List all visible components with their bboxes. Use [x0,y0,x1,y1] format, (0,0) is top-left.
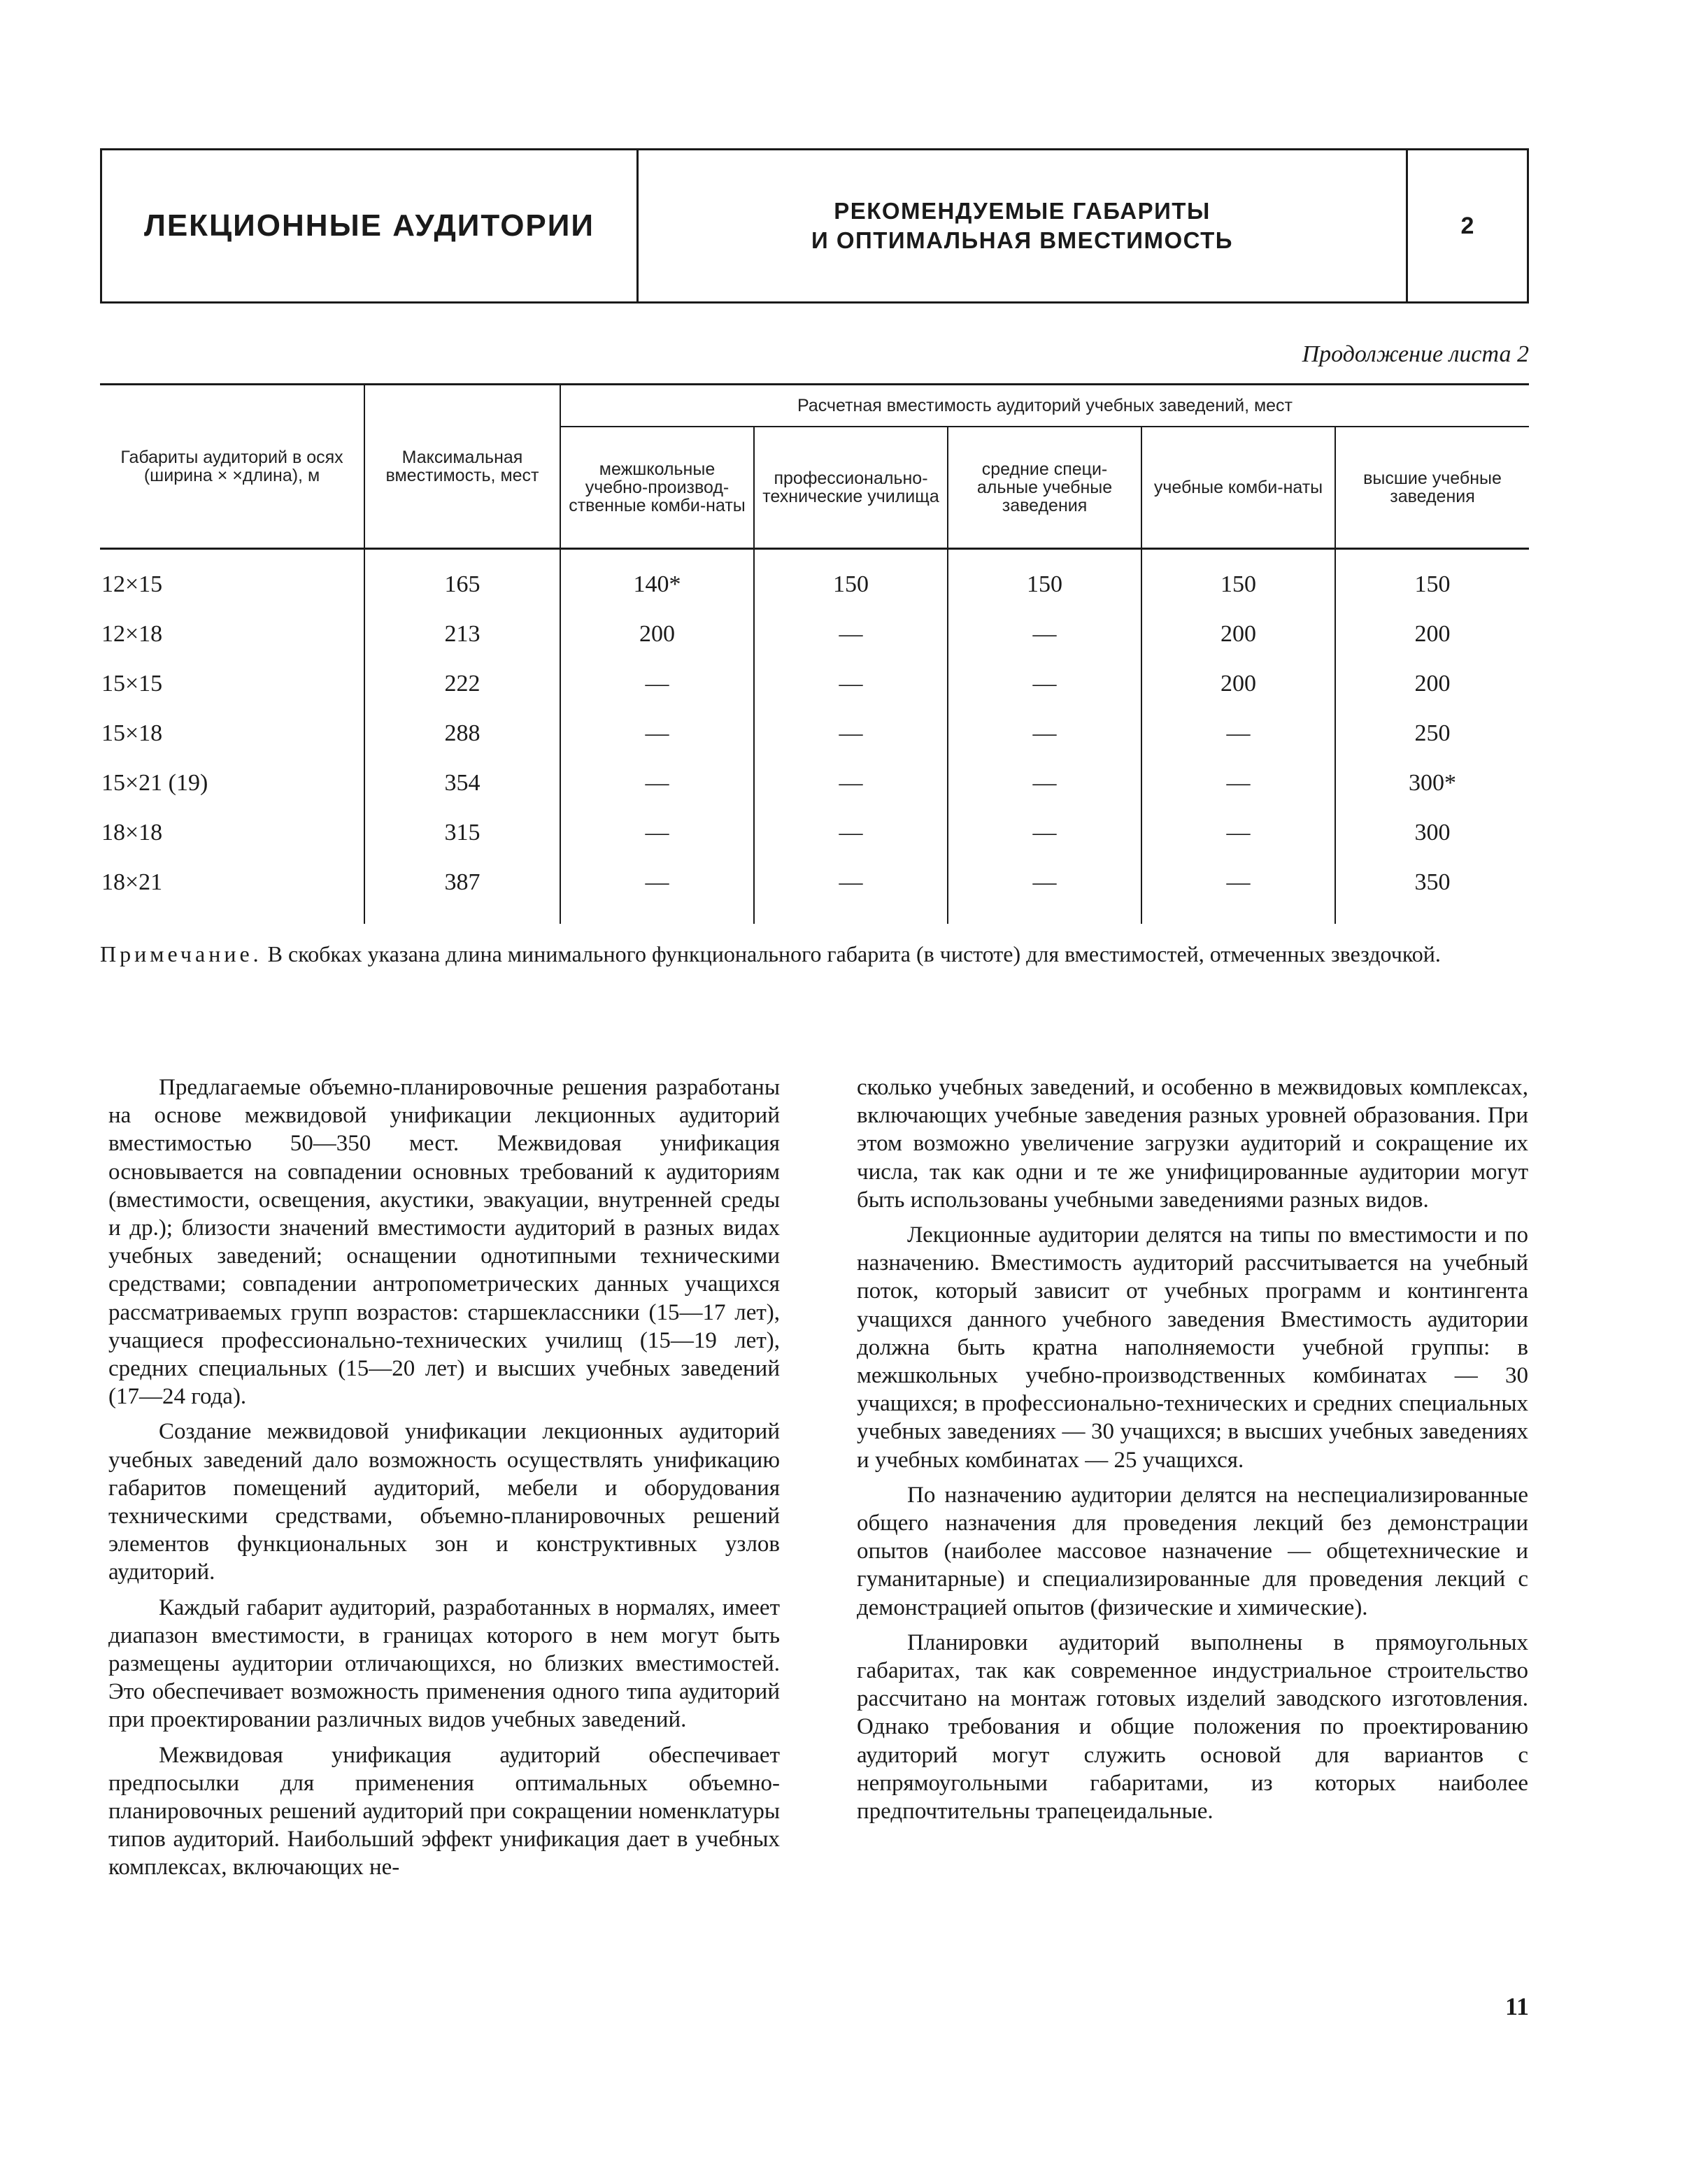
table-cell: — [1141,857,1335,924]
table-cell: 165 [364,549,560,610]
table-row [100,758,1529,808]
table-cell: 15×21 (19) [100,758,364,808]
table-cell: 150 [754,549,948,610]
continuation-label: Продолжение листа 2 [1302,341,1529,367]
table-cell: — [560,857,754,924]
table-cell: 300 [1414,819,1451,845]
table-cell: 15×18 [100,708,364,758]
col-header-sub: высшие учебные заведения [1335,427,1529,549]
capacity-table [100,383,1529,924]
header-subtitle-line2: И ОПТИМАЛЬНАЯ ВМЕСТИМОСТЬ [811,227,1234,253]
col-header-max-capacity: Максимальная вместимость, мест [364,385,560,549]
table-cell: 250 [1414,720,1451,746]
body-column-left [108,1073,780,2011]
table-row [100,609,1529,659]
table-row [100,549,1529,610]
table-cell: 222 [364,659,560,708]
table-cell: 18×21 [100,857,364,924]
table-cell: — [948,659,1141,708]
paragraph: По назначению аудитории делятся на неспециализированные общего назначения для проведения лекций без демонстрации опытов (наиболее массовое назначение — общетехнические и гуманитарные) и специализированные для проведения лекций с демонстрацией опытов (физические и химические). [857,1482,1528,1620]
table-cell: 200 [560,609,754,659]
paragraph: Предлагаемые объемно-планировочные решения разработаны на основе межвидовой унификации лекционных аудиторий вместимостью 50—350 мест. Межвидовая унификация основывается на совпадении основных требований к аудиториям (вместимости, освещения, акустики, эвакуации, внутренней среды и др.); близости значений вместимости аудиторий в разных видах учебных заведений; оснащении однотипными техническими средствами; совпадении антропометрических данных учащихся рассматриваемых групп возрастов: старшеклассники (15—17 лет), учащиеся профессионально-технических училищ (15—19 лет), средних специальных (15—20 лет) и высших учебных заведений (17—24 года). [108,1075,780,1410]
table-row [100,659,1529,708]
table-cell: 140* [560,549,754,610]
table-cell: — [1141,808,1335,857]
note-text: В скобках указана длина минимального функционального габарита (в чистоте) для вместимостей, отмеченных звездочкой. [262,941,1441,966]
table-cell: 200 [1414,670,1451,697]
table-note [100,941,1529,967]
table-cell: — [754,708,948,758]
table-cell: 350 [1414,869,1451,895]
table-cell: — [754,659,948,708]
table-cell: — [560,708,754,758]
table-cell: 15×15 [100,659,364,708]
col-header-sub: учебные комби-наты [1141,427,1335,549]
table-cell: 200 [1141,609,1335,659]
table-cell: 18×18 [100,808,364,857]
table-cell: — [1141,758,1335,808]
table-cell: 150 [1141,549,1335,610]
note-lead: Примечание. [100,941,262,966]
page-number: 11 [1504,1992,1529,2020]
header-title-cell [100,150,639,301]
header-subtitle-cell [639,150,1408,301]
col-header-dimensions: Габариты аудиторий в осях (ширина × ×длина), м [100,385,364,549]
paragraph: Каждый габарит аудиторий, разработанных в нормалях, имеет диапазон вместимости, в границах которого в нем могут быть размещены аудитории отличающихся, но близких вместимостей. Это обеспечивает возможность применения одного типа аудиторий при проектировании различных видов учебных заведений. [108,1594,780,1733]
table-cell: — [948,857,1141,924]
col-header-sub: средние специ-альные учебные заведения [948,427,1141,549]
body-text [108,1073,1528,2011]
table-cell: 150 [1414,571,1451,597]
table-cell: — [754,808,948,857]
paragraph: Межвидовая унификация аудиторий обеспечивает предпосылки для применения оптимальных объемно-планировочных решений аудиторий при сокращении номенклатуры типов аудиторий. Наибольший эффект унификация дает в учебных комплексах, включающих не- [108,1742,780,1880]
table-cell: — [754,857,948,924]
col-header-sub: профессионально-технические училища [754,427,948,549]
table-cell: 150 [948,549,1141,610]
table-cell: — [754,758,948,808]
sheet-header [100,148,1529,304]
col-header-group: Расчетная вместимость аудиторий учебных заведений, мест [560,385,1529,427]
table-cell: — [948,758,1141,808]
paragraph-continuation: сколько учебных заведений, и особенно в межвидовых комплексах, включающих учебные заведения разных уровней образования. При этом возможно увеличение загрузки аудиторий и сокращение их числа, так как одни и те же унифицированные аудитории могут быть использованы учебными заведениями разных видов. [857,1075,1528,1213]
table-cell: — [948,808,1141,857]
table-row [100,857,1529,924]
col-header-sub: межшкольные учебно-производ-ственные комби-наты [560,427,754,549]
table-cell: 12×15 [100,549,364,610]
table-cell: 200 [1414,620,1451,647]
table-cell: 12×18 [100,609,364,659]
table-cell: — [948,609,1141,659]
table-cell: 213 [364,609,560,659]
header-number-cell [1408,150,1529,301]
page-title: ЛЕКЦИОННЫЕ АУДИТОРИИ [143,208,595,243]
paragraph: Планировки аудиторий выполнены в прямоугольных габаритах, так как современное индустриальное строительство рассчитано на монтаж готовых изделий заводского изготовления. Однако требования и общие положения по проектированию аудиторий могут служить основой для вариантов с непрямоугольными габаритами, из которых наиболее предпочтительны трапецеидальные. [857,1629,1528,1825]
table-cell: — [560,758,754,808]
table-row [100,808,1529,857]
table-cell: 315 [364,808,560,857]
table-cell: — [948,708,1141,758]
table-cell: 288 [364,708,560,758]
header-subtitle-line1: РЕКОМЕНДУЕМЫЕ ГАБАРИТЫ [834,198,1211,224]
table-cell: — [560,659,754,708]
paragraph: Создание межвидовой унификации лекционных аудиторий учебных заведений дало возможность осуществлять унификацию габаритов помещений аудиторий, мебели и оборудования техническими средствами, объемно-планировочных решений элементов функциональных зон и конструктивных узлов аудиторий. [108,1419,780,1585]
table-cell: 387 [364,857,560,924]
table-row [100,708,1529,758]
table-cell: 200 [1141,659,1335,708]
table-cell: 300* [1409,769,1456,796]
sheet-number: 2 [1460,212,1474,239]
body-column-right [857,1073,1528,2011]
table-cell: — [560,808,754,857]
table-cell: 354 [364,758,560,808]
paragraph: Лекционные аудитории делятся на типы по вместимости и по назначению. Вместимость аудиторий рассчитывается на учебный поток, который зависит от учебных программ и контингента учащихся данного учебного заведения Вместимость аудитории должна быть кратна наполняемости учебной группы: в межшкольных учебно-производственных комбинатах — 30 учащихся; в профессионально-технических и средних специальных учебных заведениях — 30 учащихся; в высших учебных заведениях и учебных комбинатах — 25 учащихся. [857,1222,1528,1473]
table-cell: — [754,609,948,659]
table-cell: — [1141,708,1335,758]
